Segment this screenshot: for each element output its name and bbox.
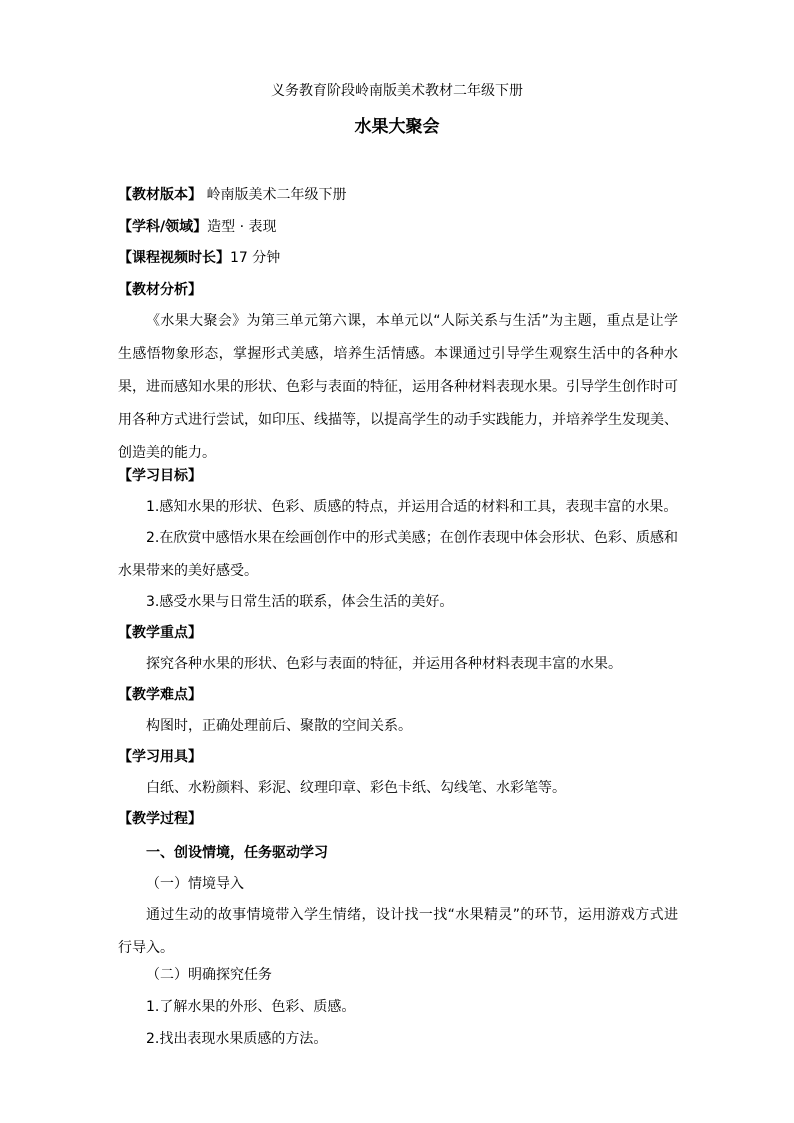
meta-duration (118, 249, 280, 267)
meta-duration-label: 【课程视频时长】 (118, 250, 230, 266)
process-task-1: 1.了解水果的外形、色彩、质感。 (146, 999, 356, 1015)
key-points-heading: 【教学重点】 (118, 625, 202, 641)
objectives-heading: 【学习目标】 (118, 468, 202, 484)
objective-item-1: 1.感知水果的形状、色彩、质感的特点，并运用合适的材料和工具，表现丰富的水果。 (146, 499, 678, 515)
difficulties-text: 构图时，正确处理前后、聚散的空间关系。 (146, 718, 412, 734)
meta-subject-label: 【学科/领域】 (118, 219, 208, 235)
document-header: 义务教育阶段岭南版美术教材二年级下册 (271, 83, 523, 99)
process-task-2: 2.找出表现水果质感的方法。 (146, 1031, 328, 1047)
meta-subject-value: 造型 · 表现 (207, 219, 277, 235)
difficulties-heading: 【教学难点】 (118, 687, 202, 703)
process-sub-1-text: 通过生动的故事情境带入学生情绪，设计找一找“水果精灵”的环节，运用游戏方式进行导入。 (118, 907, 678, 956)
key-points-text: 探究各种水果的形状、色彩与表面的特征，并运用各种材料表现丰富的水果。 (146, 656, 622, 672)
process-heading: 【教学过程】 (118, 811, 202, 827)
meta-duration-value: 17 分钟 (230, 250, 281, 266)
tools-heading: 【学习用具】 (118, 749, 202, 765)
meta-edition (118, 186, 346, 204)
analysis-heading: 【教材分析】 (118, 282, 202, 298)
analysis-paragraph: 《水果大聚会》为第三单元第六课，本单元以“人际关系与生活”为主题，重点是让学生感悟物象形态，掌握形式美感，培养生活情感。本课通过引导学生观察生活中的各种水果，进而感知水果的形状、色彩与表面的特征，运用各种材料表现水果。引导学生创作时可用各种方式进行尝试，如印压、线描等，以提高学生的动手实践能力，并培养学生发现美、创造美的能力。 (118, 313, 678, 461)
objective-item-2: 2.在欣赏中感悟水果在绘画创作中的形式美感；在创作表现中体会形状、色彩、质感和水果带来的美好感受。 (118, 530, 678, 579)
process-section-1: 一、创设情境，任务驱动学习 (146, 845, 328, 861)
meta-edition-label: 【教材版本】 (118, 187, 202, 203)
meta-subject (118, 218, 276, 236)
tools-text: 白纸、水粉颜料、彩泥、纹理印章、彩色卡纸、勾线笔、水彩笔等。 (146, 780, 566, 796)
meta-edition-value: 岭南版美术二年级下册 (202, 187, 347, 203)
document-title: 水果大聚会 (354, 117, 440, 137)
process-sub-1: （一）情境导入 (146, 876, 244, 892)
objective-item-3: 3.感受水果与日常生活的联系，体会生活的美好。 (146, 594, 454, 610)
process-sub-2: （二）明确探究任务 (146, 967, 272, 983)
